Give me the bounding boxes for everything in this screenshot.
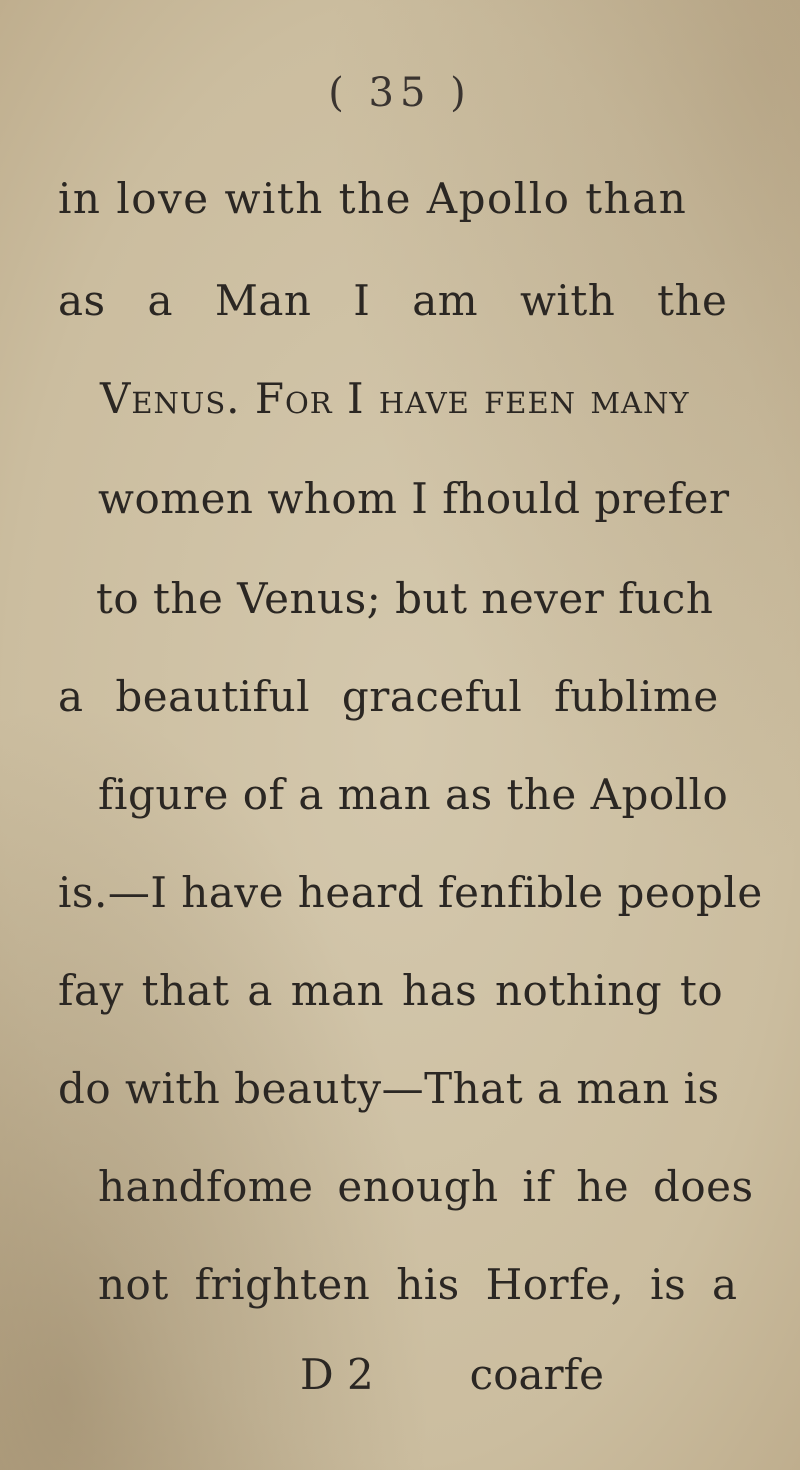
text-line-2: as a Man I am with the	[58, 276, 728, 325]
text-line-9: fay that a man has nothing to	[58, 966, 724, 1015]
text-line-10: do with beauty—That a man is	[58, 1064, 720, 1113]
text-line-11: handfome enough if he does	[98, 1162, 754, 1211]
text-line-5: to the Venus; but never fuch	[96, 574, 714, 623]
text-line-6: a beautiful graceful fublime	[58, 672, 719, 721]
text-line-8: is.—I have heard fenfible people	[58, 868, 763, 917]
text-line-12: not frighten his Horfe, is a	[98, 1260, 738, 1309]
text-line-4: women whom I fhould prefer	[98, 474, 730, 523]
catchword: coarfe	[469, 1350, 604, 1399]
signature-mark: D 2	[300, 1350, 374, 1399]
text-line-7: figure of a man as the Apollo	[98, 770, 729, 819]
catchline	[0, 1350, 800, 1410]
text-line-1: in love with the Apollo than	[58, 174, 688, 223]
page-number: ( 35 )	[328, 70, 472, 116]
text-line-3: Venus. For I have feen many	[100, 374, 690, 423]
